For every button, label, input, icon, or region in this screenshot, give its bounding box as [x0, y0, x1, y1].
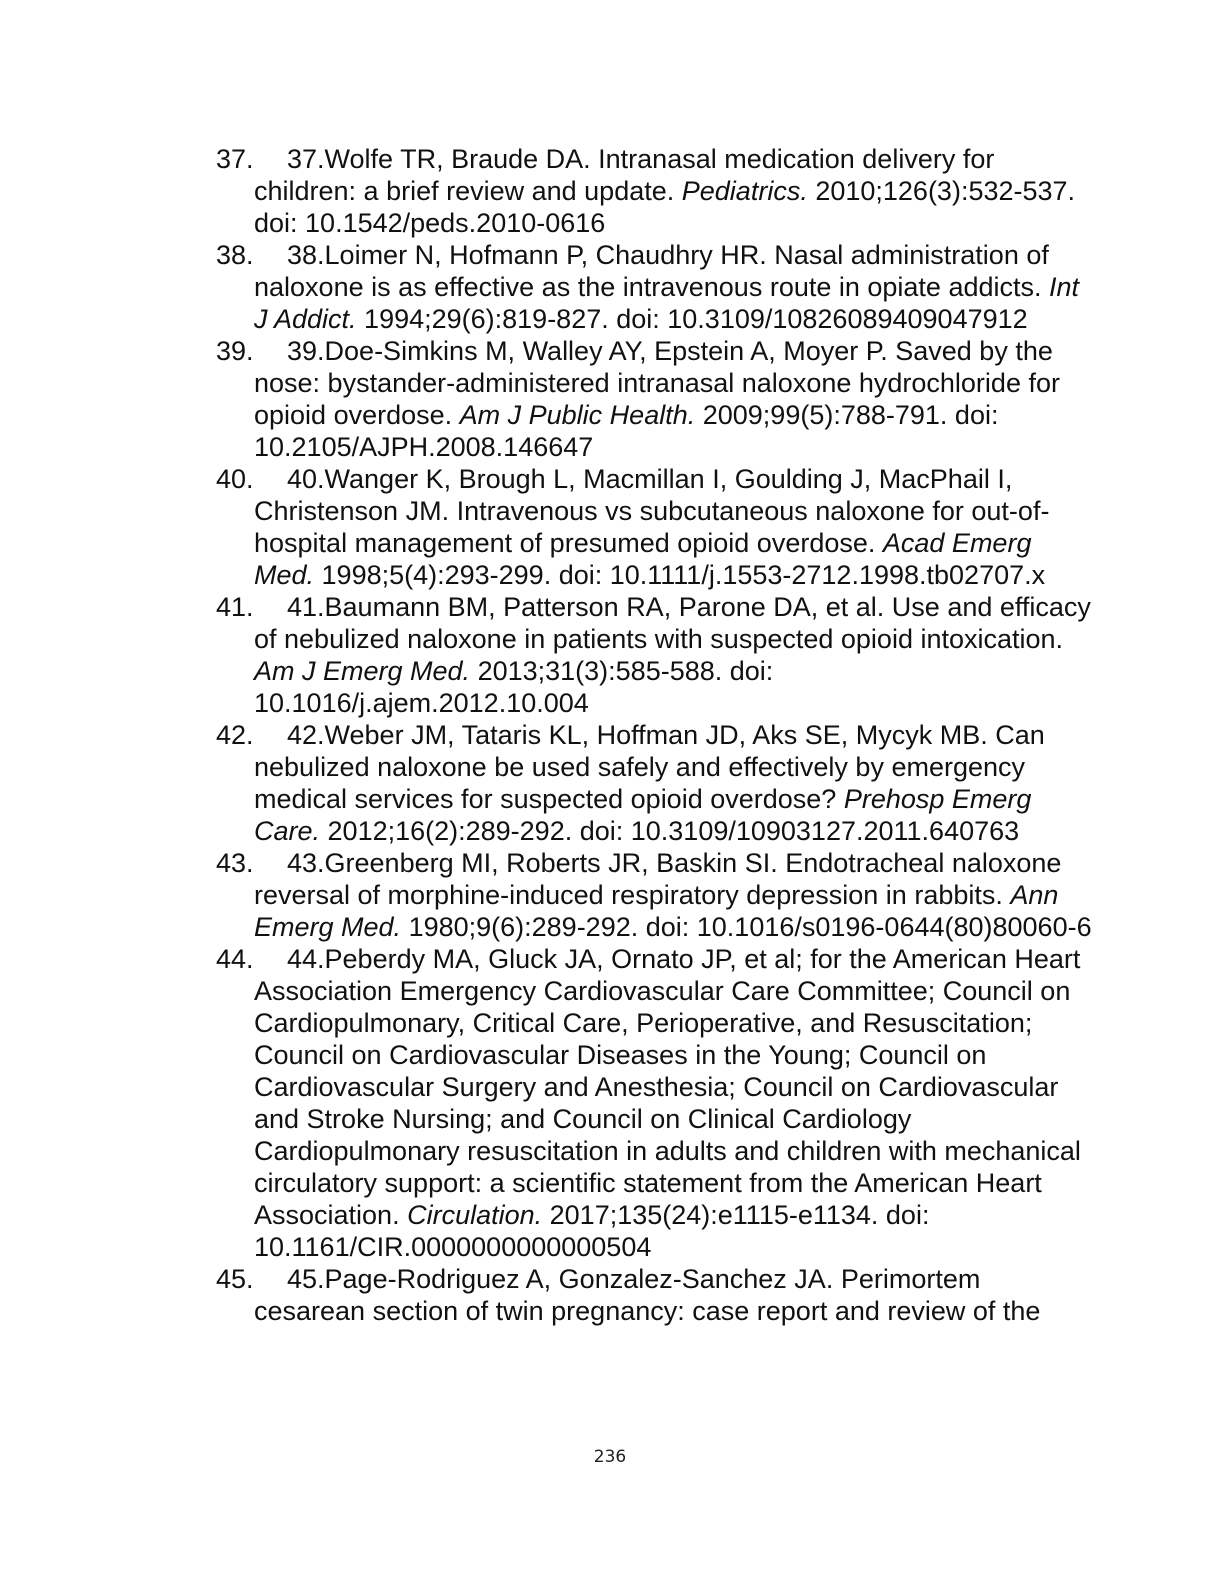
- reference-tail: 1980;9(6):289-292. doi: 10.1016/s0196-0644(80)80060-6: [401, 912, 1092, 942]
- reference-text: 39.Doe-Simkins M, Walley AY, Epstein A, Moyer P. Saved by the nose: bystander-administered intranasal naloxone hydrochloride for opioid overdose.: [254, 336, 1060, 430]
- reference-journal: Am J Public Health.: [459, 400, 696, 430]
- reference-journal: Prehosp Emerg Care.: [254, 784, 1032, 846]
- reference-text: 44.Peberdy MA, Gluck JA, Ornato JP, et al; for the American Heart Association Emergency Cardiovascular Care Committee; Council on Cardiopulmonary, Critical Care, Perioperative, and Resuscitation; Council on Cardiovascular Diseases in the Young; Council on Cardiovascular Surgery and Anesthesia; Council on Cardiovascular and Stroke Nursing; and Council on Clinical Cardiology Cardiopulmonary resuscitation in adults and children with mechanical circulatory support: a scientific statement from the American Heart Association.: [254, 944, 1081, 1230]
- reference-number: 41.: [216, 592, 254, 622]
- reference-item-37: [216, 143, 1096, 239]
- reference-item-43: [216, 847, 1096, 943]
- page-number: 236: [593, 1447, 627, 1467]
- reference-tail: 1998;5(4):293-299. doi: 10.1111/j.1553-2712.1998.tb02707.x: [314, 560, 1046, 590]
- reference-body: [254, 719, 1096, 847]
- reference-journal: Pediatrics.: [681, 176, 808, 206]
- reference-tail: 2012;16(2):289-292. doi: 10.3109/10903127.2011.640763: [320, 816, 1020, 846]
- reference-tail: 1994;29(6):819-827. doi: 10.3109/10826089409047912: [356, 304, 1028, 334]
- reference-text: 37.Wolfe TR, Braude DA. Intranasal medication delivery for children: a brief review and update.: [254, 144, 995, 206]
- reference-body: [254, 463, 1096, 591]
- reference-body: [254, 143, 1096, 239]
- reference-body: [254, 591, 1096, 719]
- reference-number: 42.: [216, 720, 254, 750]
- reference-text: 45.Page-Rodriguez A, Gonzalez-Sanchez JA. Perimortem cesarean section of twin pregnancy: case report and review of the: [254, 1264, 1041, 1326]
- reference-number: 38.: [216, 240, 254, 270]
- reference-text: 38.Loimer N, Hofmann P, Chaudhry HR. Nasal administration of naloxone is as effective as the intravenous route in opiate addicts.: [254, 240, 1049, 302]
- reference-number: 40.: [216, 464, 254, 494]
- reference-list: [216, 143, 1096, 1327]
- reference-body: [254, 943, 1096, 1263]
- reference-tail: 2009;99(5):788-791. doi: 10.2105/AJPH.2008.146647: [254, 400, 999, 462]
- reference-text: 43.Greenberg MI, Roberts JR, Baskin SI. Endotracheal naloxone reversal of morphine-induced respiratory depression in rabbits.: [254, 848, 1062, 910]
- reference-item-41: [216, 591, 1096, 719]
- reference-item-38: [216, 239, 1096, 335]
- reference-item-44: [216, 943, 1096, 1263]
- reference-item-40: [216, 463, 1096, 591]
- reference-journal: Acad Emerg Med.: [254, 528, 1032, 590]
- reference-body: [254, 335, 1096, 463]
- reference-number: 45.: [216, 1264, 254, 1294]
- reference-text: 40.Wanger K, Brough L, Macmillan I, Goulding J, MacPhail I, Christenson JM. Intravenous vs subcutaneous naloxone for out-of-hospital management of presumed opioid overdose.: [254, 464, 1050, 558]
- reference-number: 39.: [216, 336, 254, 366]
- reference-body: [254, 239, 1096, 335]
- reference-item-39: [216, 335, 1096, 463]
- reference-item-42: [216, 719, 1096, 847]
- reference-body: [254, 847, 1096, 943]
- reference-journal: Am J Emerg Med.: [254, 656, 471, 686]
- reference-body: [254, 1263, 1096, 1327]
- reference-tail: 2013;31(3):585-588. doi: 10.1016/j.ajem.2012.10.004: [254, 656, 774, 718]
- reference-tail: 2010;126(3):532-537. doi: 10.1542/peds.2010-0616: [254, 176, 1076, 238]
- reference-journal: Circulation.: [407, 1200, 543, 1230]
- reference-tail: 2017;135(24):e1115-e1134. doi: 10.1161/CIR.0000000000000504: [254, 1200, 930, 1262]
- reference-journal: Ann Emerg Med.: [254, 880, 1059, 942]
- reference-number: 43.: [216, 848, 254, 878]
- reference-item-45: [216, 1263, 1096, 1327]
- reference-number: 37.: [216, 144, 254, 174]
- reference-text: 41.Baumann BM, Patterson RA, Parone DA, et al. Use and efficacy of nebulized naloxone in patients with suspected opioid intoxication.: [254, 592, 1091, 654]
- reference-text: 42.Weber JM, Tataris KL, Hoffman JD, Aks SE, Mycyk MB. Can nebulized naloxone be used safely and effectively by emergency medical services for suspected opioid overdose?: [254, 720, 1045, 814]
- reference-journal: Int J Addict.: [254, 272, 1080, 334]
- reference-number: 44.: [216, 944, 254, 974]
